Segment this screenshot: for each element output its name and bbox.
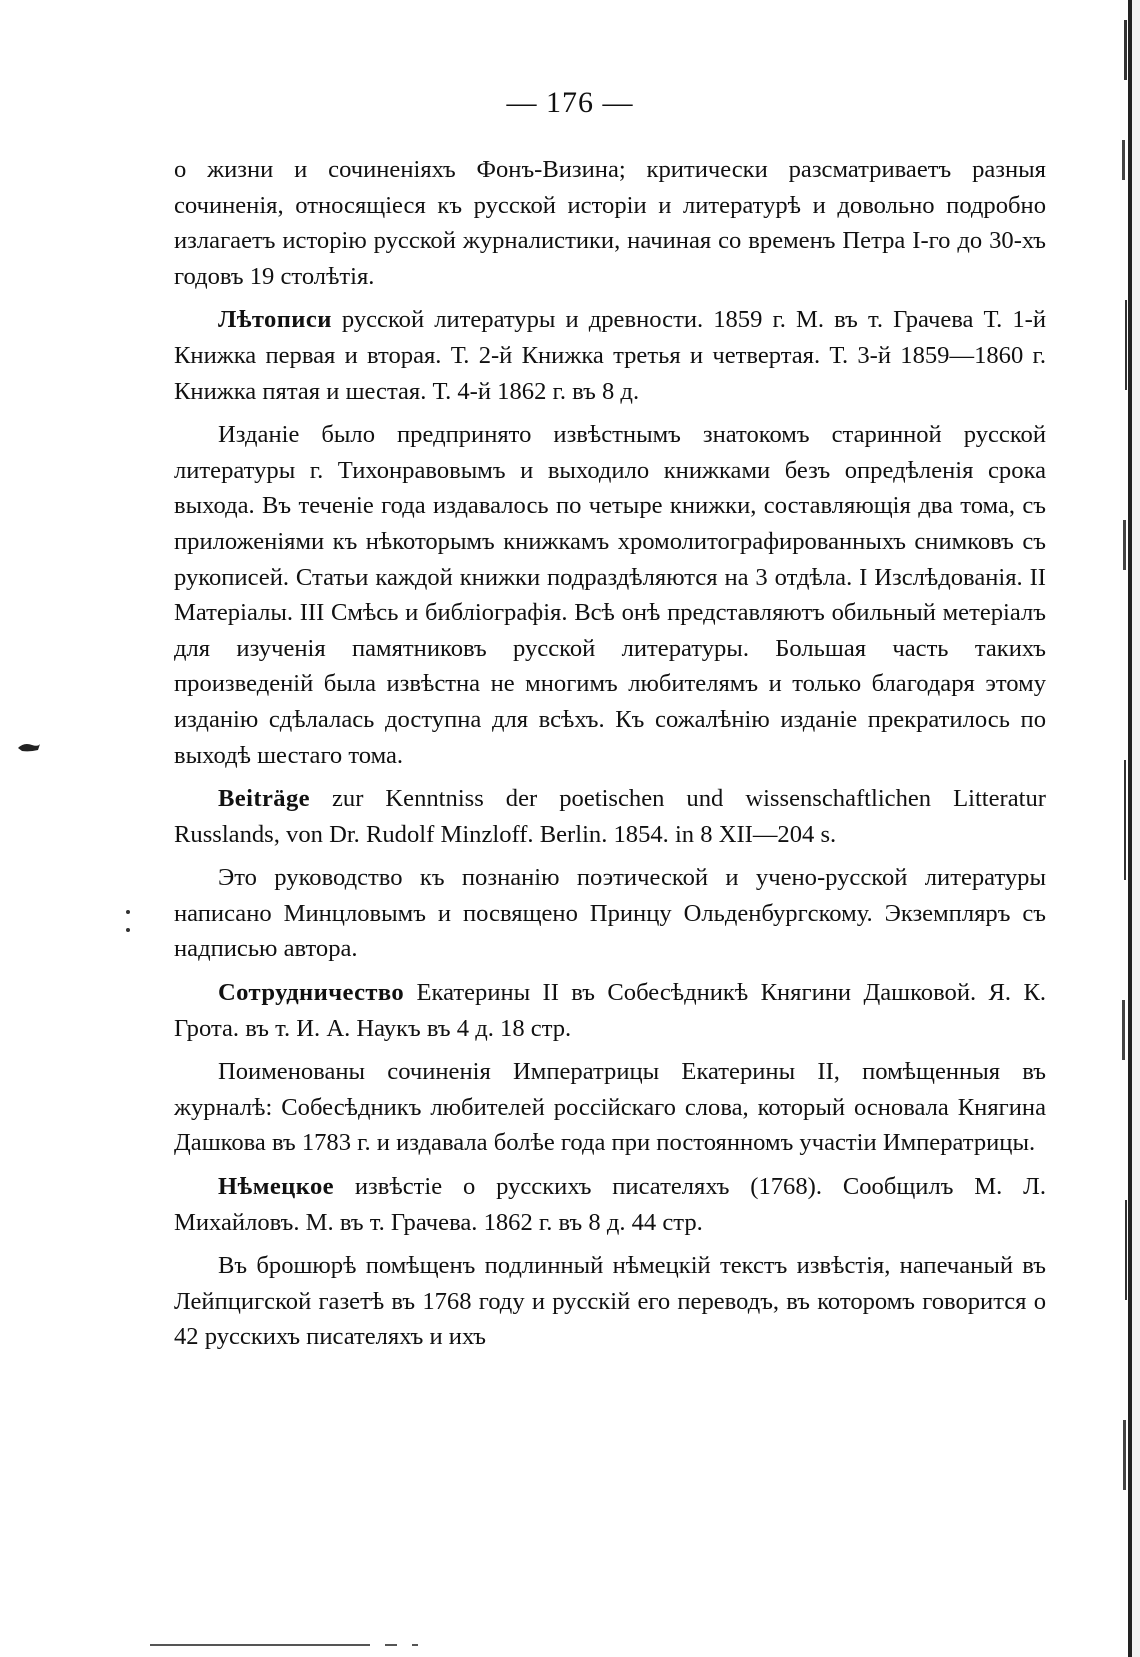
paragraph-text: о жизни и сочиненіяхъ Фонъ-Визина; критически разсматриваетъ разныя сочиненія, относящіеся къ русской исторіи и литературѣ и довольно подробно излагаетъ исторію русской журналистики, начиная со временъ Петра I-го до 30-хъ годовъ 19 столѣтія. [174, 156, 1046, 290]
paragraph-letopisi-description [174, 417, 1046, 773]
entry-beitraege [174, 781, 1046, 852]
paragraph-text: Въ брошюрѣ помѣщенъ подлинный нѣмецкій текстъ извѣстія, напечаный въ Лейпцигской газетѣ въ 1768 году и русскій его переводъ, въ которомъ говорится о 42 русскихъ писателяхъ и ихъ [174, 1252, 1046, 1351]
paragraph-sotrudnichestvo-description [174, 1054, 1046, 1161]
entry-text: zur Kenntniss der poetischen und wissenschaftlichen Litteratur Russlands, von Dr. Rudolf Minzloff. Berlin. 1854. in 8 XII—204 s. [174, 785, 1046, 848]
entry-title: Beiträge [218, 785, 310, 813]
entry-letopisi [174, 302, 1046, 409]
paragraph-text: Изданіе было предпринято извѣстнымъ знатокомъ старинной русской литературы г. Тихонравовымъ и выходило книжками безъ опредѣленія срока выхода. Въ теченіе года издавалось по четыре книжки, составляющія два тома, съ приложеніями къ нѣкоторымъ книжкамъ хромолитографированныхъ снимковъ съ рукописей. Статьи каждой книжки подраздѣляются на 3 отдѣла. I Изслѣдованія. II Матеріалы. III Смѣсь и библіографія. Всѣ онѣ представляютъ обильный метеріалъ для изученія памятниковъ русской литературы. Большая часть такихъ произведеній была извѣстна не многимъ любителямъ и только благодаря этому изданію сдѣлалась доступна для всѣхъ. Къ сожалѣнію изданіе прекратилось по выходѣ шестаго тома. [174, 421, 1046, 769]
entry-nemetskoe [174, 1169, 1046, 1240]
paragraph-text: Поименованы сочиненія Императрицы Екатерины II, помѣщенныя въ журналѣ: Собесѣдникъ любителей россійскаго слова, который основала Княгина Дашкова въ 1783 г. и издавала болѣе года при постоянномъ участіи Императрицы. [174, 1058, 1046, 1157]
paragraph-nemetskoe-description [174, 1248, 1046, 1355]
entry-title: Нѣмецкое [218, 1173, 334, 1201]
bottom-rule-artifact [150, 1640, 430, 1650]
entry-sotrudnichestvo [174, 975, 1046, 1046]
ink-blot-left [16, 740, 42, 754]
page-number: — 176 — [506, 86, 634, 119]
entry-title: Лѣтописи [218, 306, 332, 334]
body-text [174, 152, 1046, 1363]
paragraph-text: Это руководство къ познанію поэтической и учено-русской литературы написано Минцловымъ и посвящено Принцу Ольденбургскому. Экземпляръ съ надписью автора. [174, 864, 1046, 963]
entry-text: Екатерины II въ Собесѣдникѣ Княгини Дашковой. Я. К. Грота. въ т. И. А. Наукъ въ 4 д. 18 стр. [174, 979, 1046, 1042]
paragraph-fonvizin-continued [174, 152, 1046, 294]
entry-title: Сотрудничество [218, 979, 405, 1007]
scan-edge-artifact [1100, 0, 1140, 1657]
paragraph-beitraege-description [174, 860, 1046, 967]
entry-text: извѣстіе о русскихъ писателяхъ (1768). Сообщилъ М. Л. Михайловъ. М. въ т. Грачева. 1862 г. въ 8 д. 44 стр. [174, 1173, 1046, 1236]
ink-dot-left [124, 908, 132, 936]
entry-text: русской литературы и древности. 1859 г. М. въ т. Грачева Т. 1-й Книжка первая и вторая. Т. 2-й Книжка третья и четвертая. Т. 3-й 1859—1860 г. Книжка пятая и шестая. Т. 4-й 1862 г. въ 8 д. [174, 306, 1046, 405]
